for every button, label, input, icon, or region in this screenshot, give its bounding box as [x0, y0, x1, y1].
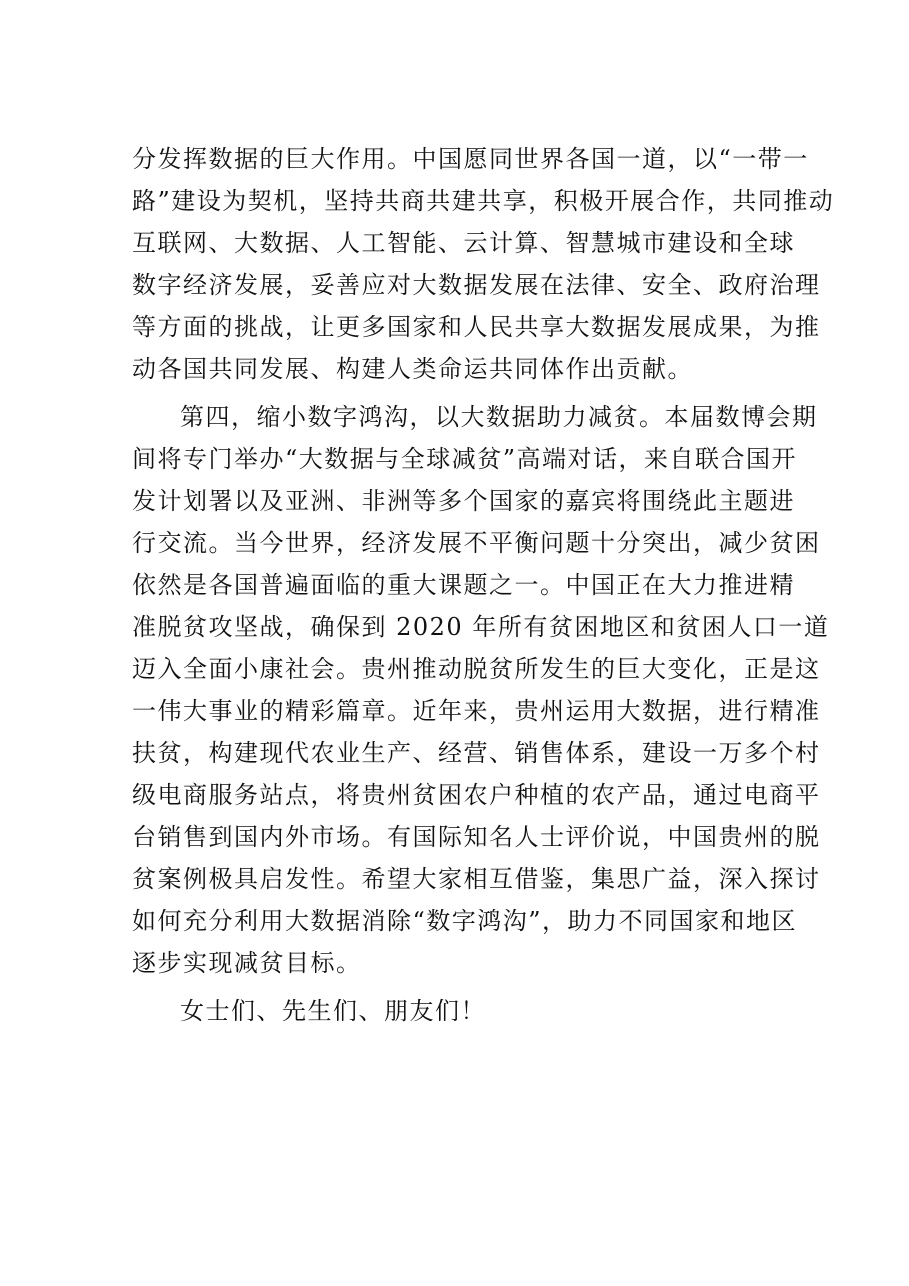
- text-line: 扶贫，构建现代农业生产、经营、销售体系，建设一万多个村: [132, 739, 821, 767]
- text-line: 动各国共同发展、构建人类命运共同体作出贡献。: [132, 355, 693, 383]
- text-line: 准脱贫攻坚战，确保到 2020 年所有贫困地区和贫困人口一道: [132, 613, 830, 641]
- text-line: 台销售到国内外市场。有国际知名人士评价说，中国贵州的脱: [132, 823, 821, 851]
- paragraph-1: [132, 138, 835, 390]
- text-line: 分发挥数据的巨大作用。中国愿同世界各国一道，以“一带一: [132, 145, 809, 173]
- text-line: 如何充分利用大数据消除“数字鸿沟”，助力不同国家和地区: [132, 907, 798, 935]
- paragraph-3: [132, 990, 782, 1032]
- paragraph-2: [132, 396, 830, 984]
- text-line: 第四，缩小数字鸿沟，以大数据助力减贫。本届数博会期: [180, 403, 818, 431]
- text-line: 级电商服务站点，将贵州贫困农户种植的农产品，通过电商平: [132, 781, 821, 809]
- text-line: 依然是各国普遍面临的重大课题之一。中国正在大力推进精: [132, 571, 795, 599]
- text-line: 互联网、大数据、人工智能、云计算、智慧城市建设和全球: [132, 229, 795, 257]
- text-line: 行交流。当今世界，经济发展不平衡问题十分突出，减少贫困: [132, 529, 821, 557]
- text-line: 路”建设为契机，坚持共商共建共享，积极开展合作，共同推动: [132, 187, 835, 215]
- text-line: 等方面的挑战，让更多国家和人民共享大数据发展成果，为推: [132, 313, 821, 341]
- text-line: 逐步实现减贫目标。: [132, 949, 362, 977]
- text-line: 女士们、先生们、朋友们！: [180, 997, 486, 1025]
- text-line: 迈入全面小康社会。贵州推动脱贫所发生的巨大变化，正是这: [132, 655, 821, 683]
- speech-body: [132, 138, 835, 1032]
- text-line: 数字经济发展，妥善应对大数据发展在法律、安全、政府治理: [132, 271, 821, 299]
- text-line: 一伟大事业的精彩篇章。近年来，贵州运用大数据，进行精准: [132, 697, 821, 725]
- text-line: 发计划署以及亚洲、非洲等多个国家的嘉宾将围绕此主题进: [132, 487, 795, 515]
- text-line: 间将专门举办“大数据与全球减贫”高端对话，来自联合国开: [132, 445, 798, 473]
- text-line: 贫案例极具启发性。希望大家相互借鉴，集思广益，深入探讨: [132, 865, 821, 893]
